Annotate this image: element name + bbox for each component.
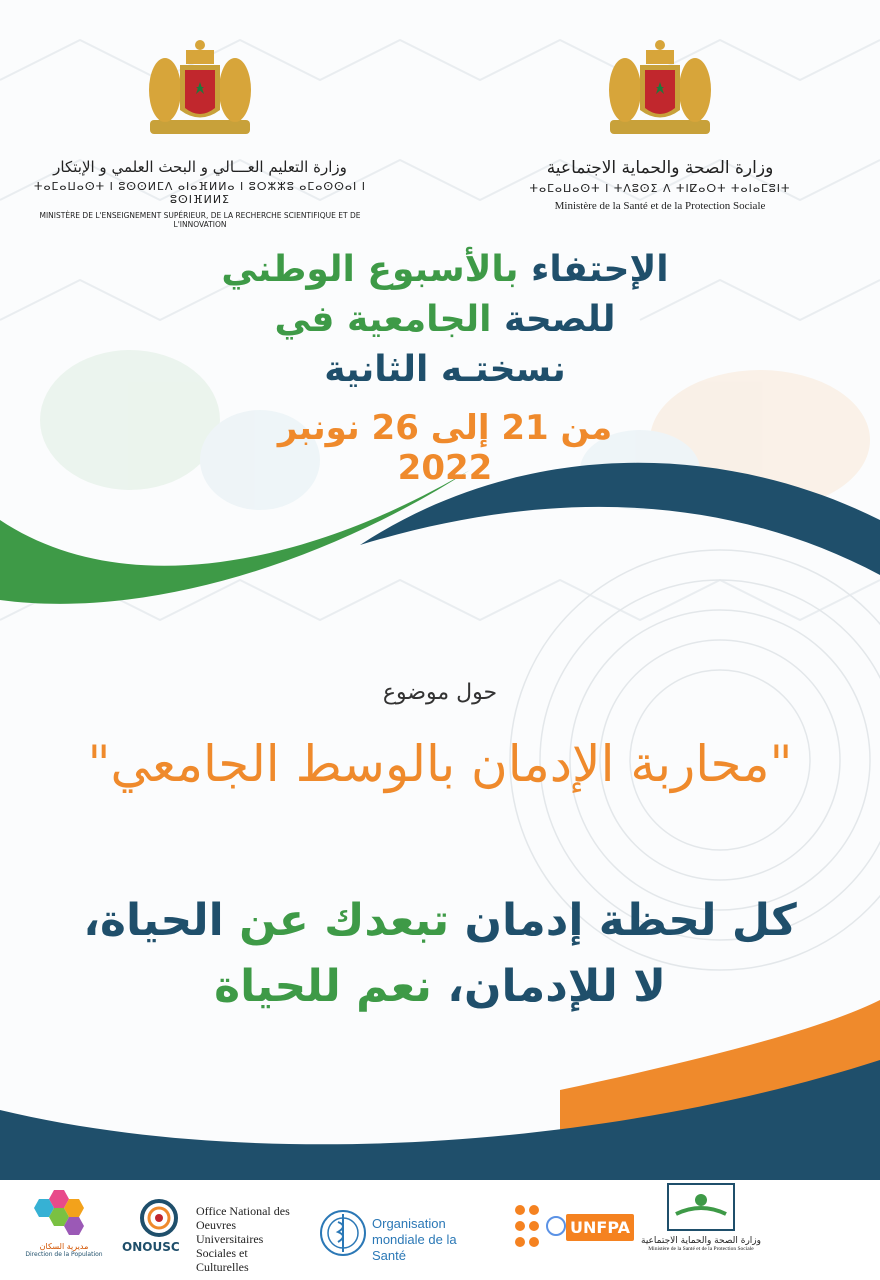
who-line-2: mondiale de la Santé xyxy=(372,1232,457,1263)
onousc-logo xyxy=(122,1198,302,1274)
event-theme: "محاربة الإدمان بالوسط الجامعي" xyxy=(87,735,793,793)
who-line-1: Organisation xyxy=(372,1216,446,1231)
hexagon-logo-icon xyxy=(34,1186,94,1238)
ministry-left-arabic: وزارة التعليم العـــالي و البحث العلمي و الإبتكار xyxy=(53,158,347,176)
slogan-line-2-a: لا للإدمان، xyxy=(431,961,666,1012)
health-ministry-small-logo xyxy=(636,1182,766,1274)
unfpa-text: UNFPA xyxy=(566,1214,634,1241)
unfpa-logo xyxy=(512,1202,632,1262)
title-line-2-b: الجامعية في xyxy=(274,299,492,340)
slogan-line-1-b: تبعدك عن xyxy=(239,895,450,946)
who-logo xyxy=(318,1208,488,1264)
ministry-higher-education-block xyxy=(30,30,370,229)
title-line-3: نسختـه الثانية xyxy=(324,349,566,390)
moroccan-coat-of-arms-logo xyxy=(600,30,720,150)
moroccan-coat-of-arms-logo xyxy=(140,30,260,150)
who-name xyxy=(372,1216,488,1264)
title-line-2-a: للصحة xyxy=(491,299,616,340)
who-emblem-icon xyxy=(318,1208,368,1258)
slogan-line-2-b: نعم للحياة xyxy=(214,961,432,1012)
onousc-abbr: ONOUSC xyxy=(122,1240,180,1254)
population-arabic: مديرية السكان xyxy=(39,1242,89,1251)
partner-logos-bar xyxy=(0,1180,880,1280)
ministry-left-tifinagh: ⵜⴰⵎⴰⵡⴰⵙⵜ ⵏ ⵓⵙⵙⵍⵎⴷ ⴰⵏⴰⴼⵍⵍⴰ ⵏ ⵓⵔⵣⵣⵓ ⴰⵎⴰⵙⵙⴰⵏ ⵏ ⵓⵙⵏⴼⵍⵍⵉ xyxy=(34,180,366,206)
slogan-line-2 xyxy=(60,954,820,1020)
ministry-right-arabic: وزارة الصحة والحماية الاجتماعية xyxy=(546,158,774,178)
about-label: حول موضوع xyxy=(382,680,498,705)
onousc-line-3: Sociales et Culturelles xyxy=(196,1246,249,1274)
onousc-line-1: Office National des xyxy=(196,1204,290,1218)
unfpa-dots-icon xyxy=(512,1202,572,1262)
health-ministry-icon xyxy=(666,1182,736,1232)
slogan-line-1-c: الحياة، xyxy=(83,895,240,946)
population-french: Direction de la Population xyxy=(25,1251,103,1258)
title-line-1-a: الإحتفاء xyxy=(518,249,669,290)
onousc-name xyxy=(196,1204,302,1274)
onousc-circle-icon xyxy=(134,1198,184,1238)
slogan-line-1 xyxy=(60,888,820,954)
title-line-1 xyxy=(200,245,690,295)
event-date: من 21 إلى 26 نونبر 2022 xyxy=(277,408,613,488)
event-title xyxy=(200,245,690,395)
title-line-1-b: بالأسبوع الوطني xyxy=(221,249,519,290)
ministry-right-tifinagh: ⵜⴰⵎⴰⵡⴰⵙⵜ ⵏ ⵜⴷⵓⵙⵉ ⴷ ⵜⵏⵇⴰⵔⵜ ⵜⴰⵏⴰⵎⵓⵏⵜ xyxy=(529,182,791,195)
ministry-health-block xyxy=(520,30,800,212)
health-ministry-small-french: Ministère de la Santé et de la Protection Sociale xyxy=(648,1246,754,1252)
title-line-2 xyxy=(200,295,690,345)
slogan-line-1-a: كل لحظة إدمان xyxy=(449,895,797,946)
slogan xyxy=(60,888,820,1020)
population-directorate-logo xyxy=(14,1186,114,1258)
ministry-left-french: MINISTÈRE DE L'ENSEIGNEMENT SUPÉRIEUR, DE LA RECHERCHE SCIENTIFIQUE ET DE L'INNOVATION xyxy=(39,211,361,229)
health-ministry-small-arabic: وزارة الصحة والحماية الاجتماعية xyxy=(641,1236,761,1246)
onousc-line-2: Oeuvres Universitaires xyxy=(196,1218,264,1246)
ministry-right-french: Ministère de la Santé et de la Protection Sociale xyxy=(554,200,766,212)
